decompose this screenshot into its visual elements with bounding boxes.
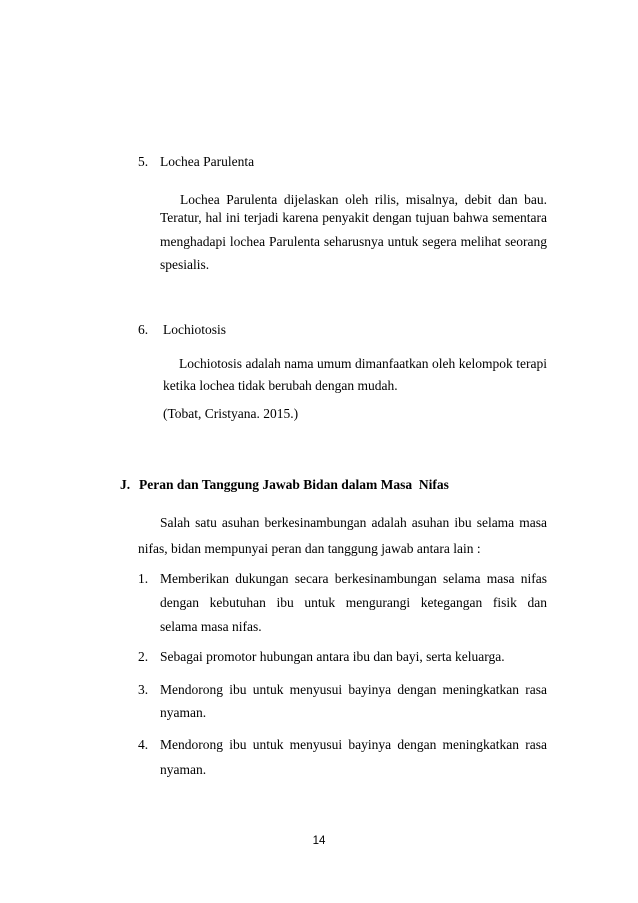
section-j-letter: J. <box>120 477 131 492</box>
list-item-4-number: 4. <box>138 737 149 752</box>
section-6-line-1: Lochiotosis adalah nama umum dimanfaatkan oleh kelompok terapi <box>179 356 547 371</box>
list-item-1-number: 1. <box>138 571 149 586</box>
list-item-3-line-2: nyaman. <box>160 705 207 720</box>
list-item-3-number: 3. <box>138 682 149 697</box>
list-item-1-line-3: selama masa nifas. <box>160 619 262 634</box>
section-5-number: 5. <box>138 154 149 169</box>
section-j-intro-line-1: Salah satu asuhan berkesinambungan adalah asuhan ibu selama masa <box>160 515 547 530</box>
list-item-1-line-1: Memberikan dukungan secara berkesinambungan selama masa nifas <box>160 571 547 586</box>
citation: (Tobat, Cristyana. 2015.) <box>163 406 299 421</box>
section-5-line-3: menghadapi lochea Parulenta seharusnya untuk segera melihat seorang <box>160 234 547 249</box>
section-6-line-2: ketika lochea tidak berubah dengan mudah. <box>163 378 398 393</box>
section-5-line-2: Teratur, hal ini terjadi karena penyakit dengan tujuan bahwa sementara <box>160 210 547 225</box>
list-item-2-line-1: Sebagai promotor hubungan antara ibu dan bayi, serta keluarga. <box>160 649 505 664</box>
section-5-line-4: spesialis. <box>160 257 210 272</box>
list-item-3-line-1: Mendorong ibu untuk menyusui bayinya dengan meningkatkan rasa <box>160 682 547 697</box>
section-5-line-1: Lochea Parulenta dijelaskan oleh rilis, misalnya, debit dan bau. <box>180 192 547 207</box>
page-number: 14 <box>312 835 326 847</box>
section-6-number: 6. <box>138 322 149 337</box>
list-item-2-number: 2. <box>138 649 149 664</box>
list-item-1-line-2: dengan kebutuhan ibu untuk mengurangi ketegangan fisik dan <box>160 595 547 610</box>
section-6-title: Lochiotosis <box>163 322 226 337</box>
section-j-heading: Peran dan Tanggung Jawab Bidan dalam Masa Nifas <box>139 477 449 492</box>
list-item-4-line-2: nyaman. <box>160 762 207 777</box>
section-j-intro-line-2: nifas, bidan mempunyai peran dan tanggung jawab antara lain : <box>138 541 481 556</box>
section-5-title: Lochea Parulenta <box>160 154 255 169</box>
list-item-4-line-1: Mendorong ibu untuk menyusui bayinya dengan meningkatkan rasa <box>160 737 547 752</box>
